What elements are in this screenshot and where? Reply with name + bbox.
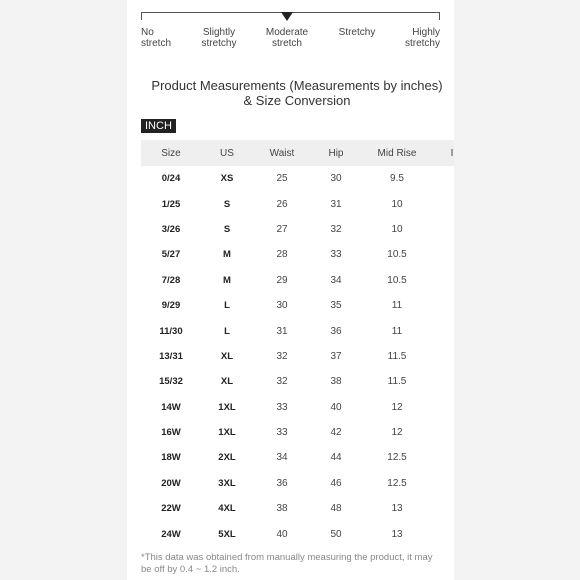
stretch-label-no: No stretch	[141, 27, 172, 49]
size-table	[141, 140, 454, 547]
size-chart-card	[127, 0, 454, 580]
unit-badge: INCH	[141, 119, 176, 133]
table-cell-empty	[433, 471, 454, 496]
table-cell: 33	[330, 249, 342, 261]
table-cell: M	[223, 274, 231, 286]
table-cell-empty	[433, 242, 454, 267]
table-cell: 40	[330, 401, 342, 413]
table-cell: 14W	[161, 401, 181, 413]
table-cell: 12	[391, 427, 403, 439]
table-row	[141, 471, 454, 496]
table-cell: 26	[276, 198, 288, 210]
stretch-label-highly: Highly stretchy	[404, 27, 440, 49]
table-cell: 20W	[161, 477, 181, 489]
table-cell: 36	[276, 477, 288, 489]
table-cell: 24W	[161, 528, 181, 540]
table-cell: 22W	[161, 503, 181, 515]
table-cell-empty	[433, 521, 454, 546]
table-cell: 3/26	[161, 223, 181, 235]
table-row	[141, 496, 454, 521]
column-header: Mid Rise	[361, 140, 433, 166]
column-header: Size	[141, 140, 201, 166]
table-row	[141, 293, 454, 318]
table-cell: 15/32	[159, 376, 183, 388]
table-cell: 11/30	[159, 325, 183, 337]
table-cell-empty	[433, 268, 454, 293]
page-title: Product Measurements (Measurements by inches) & Size Conversion	[151, 78, 443, 108]
stretch-label-stretchy: Stretchy	[338, 27, 376, 38]
table-body	[141, 166, 454, 547]
table-cell-empty	[433, 445, 454, 470]
table-row	[141, 318, 454, 343]
table-cell: 5/27	[161, 249, 181, 261]
table-cell: 36	[330, 325, 342, 337]
table-cell-empty	[433, 293, 454, 318]
table-cell: 44	[330, 452, 342, 464]
table-cell: 34	[276, 452, 288, 464]
table-cell: 12	[391, 401, 403, 413]
table-cell: 40	[276, 528, 288, 540]
table-cell: L	[224, 300, 230, 312]
table-row	[141, 344, 454, 369]
table-cell: 33	[276, 401, 288, 413]
table-row	[141, 242, 454, 267]
table-cell: 10	[391, 198, 403, 210]
stretch-marker-icon	[281, 12, 293, 21]
table-cell: 2XL	[218, 452, 236, 464]
table-cell: 5XL	[218, 528, 236, 540]
table-cell-empty	[433, 191, 454, 216]
table-cell: 10.5	[387, 274, 407, 286]
table-cell: 34	[330, 274, 342, 286]
table-cell: 29	[276, 274, 288, 286]
table-cell: 46	[330, 477, 342, 489]
table-cell: 12.5	[387, 452, 407, 464]
table-cell-empty	[433, 420, 454, 445]
table-row	[141, 268, 454, 293]
table-cell: 25	[276, 173, 288, 185]
table-cell: 1/25	[161, 198, 181, 210]
table-cell: 13	[391, 528, 403, 540]
table-row	[141, 191, 454, 216]
table-cell: 1XL	[218, 401, 236, 413]
table-cell: 32	[276, 350, 288, 362]
table-cell: 13/31	[159, 350, 183, 362]
size-table-wrapper	[141, 140, 454, 547]
table-cell: 18W	[161, 452, 181, 464]
table-cell: 16W	[161, 427, 181, 439]
table-cell-empty	[433, 166, 454, 191]
table-row	[141, 445, 454, 470]
table-cell: 3XL	[218, 477, 236, 489]
table-cell: M	[223, 249, 231, 261]
column-header: Waist	[253, 140, 311, 166]
table-cell: 1XL	[218, 427, 236, 439]
table-cell: 9.5	[390, 173, 404, 185]
table-header-row	[141, 140, 454, 166]
table-cell: S	[223, 223, 231, 235]
table-cell: 33	[276, 427, 288, 439]
column-header: US	[201, 140, 253, 166]
table-cell: 12.5	[387, 477, 407, 489]
stretch-tick	[439, 12, 440, 20]
table-cell: XL	[220, 350, 234, 362]
table-cell: 7/28	[161, 274, 181, 286]
column-header: I	[433, 140, 454, 166]
table-cell: 31	[276, 325, 288, 337]
table-cell: 31	[330, 198, 342, 210]
table-cell-empty	[433, 217, 454, 242]
table-cell-empty	[433, 318, 454, 343]
table-cell: S	[223, 198, 231, 210]
table-cell: 35	[330, 300, 342, 312]
table-row	[141, 369, 454, 394]
footnote: *This data was obtained from manually measuring the product, it may be off by 0.4 ~ 1.2 inch.	[141, 552, 433, 575]
table-cell: 0/24	[161, 173, 181, 185]
table-cell: 11	[391, 300, 403, 312]
table-cell: 48	[330, 503, 342, 515]
table-cell-empty	[433, 496, 454, 521]
stretch-label-slightly: Slightly stretchy	[201, 27, 237, 49]
table-cell: 9/29	[161, 300, 181, 312]
table-cell: 37	[330, 350, 342, 362]
table-cell-empty	[433, 395, 454, 420]
column-header: Hip	[311, 140, 361, 166]
table-row	[141, 420, 454, 445]
table-cell: 10.5	[387, 249, 407, 261]
table-cell: 11	[391, 325, 403, 337]
table-cell: 11.5	[387, 376, 407, 388]
stretch-label-moderate: Moderate stretch	[265, 27, 309, 49]
table-cell-empty	[433, 344, 454, 369]
table-cell: L	[224, 325, 230, 337]
table-cell: 32	[330, 223, 342, 235]
table-cell: 38	[330, 376, 342, 388]
table-cell-empty	[433, 369, 454, 394]
table-row	[141, 395, 454, 420]
table-cell: 27	[276, 223, 288, 235]
table-cell: 10	[391, 223, 403, 235]
table-cell: 11.5	[387, 350, 407, 362]
table-cell: 38	[276, 503, 288, 515]
table-cell: XL	[220, 376, 234, 388]
table-cell: 42	[330, 427, 342, 439]
table-cell: 32	[276, 376, 288, 388]
table-cell: XS	[220, 173, 234, 185]
table-cell: 30	[276, 300, 288, 312]
table-cell: 30	[330, 173, 342, 185]
table-cell: 50	[330, 528, 342, 540]
stretch-tick	[141, 12, 142, 20]
table-row	[141, 217, 454, 242]
table-cell: 28	[276, 249, 288, 261]
table-cell: 4XL	[218, 503, 236, 515]
table-row	[141, 166, 454, 191]
table-row	[141, 521, 454, 546]
table-cell: 13	[391, 503, 403, 515]
